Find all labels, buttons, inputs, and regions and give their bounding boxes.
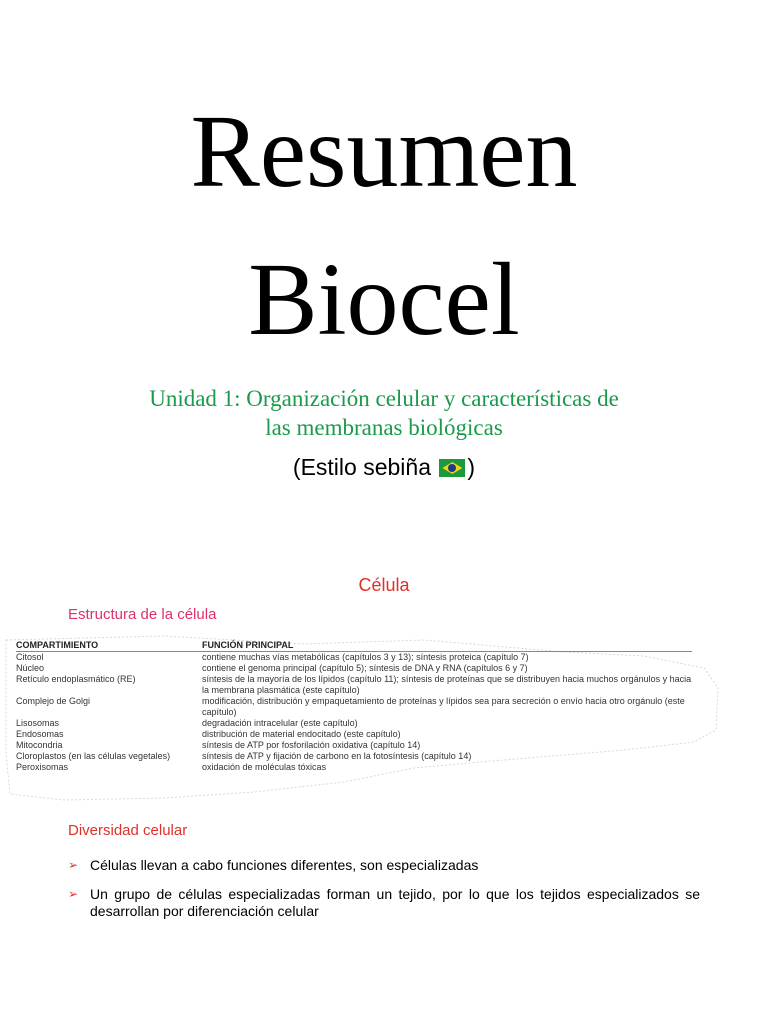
table-row — [16, 729, 692, 740]
table-cell: contiene el genoma principal (capítulo 5); síntesis de DNA y RNA (capítulos 6 y 7) — [202, 663, 528, 673]
table-row — [16, 740, 692, 751]
unit-subtitle-line-1: Unidad 1: Organización celular y características de — [149, 386, 619, 411]
arrow-bullet-icon: ➢ — [68, 887, 79, 901]
compartments-table-image — [4, 634, 720, 806]
table-cell: degradación intracelular (este capítulo) — [202, 718, 358, 728]
document-title-line-2: Biocel — [248, 242, 520, 357]
unit-subtitle — [60, 384, 708, 442]
table-cell: síntesis de ATP por fosforilación oxidativa (capítulo 14) — [202, 740, 421, 750]
table-cell: modificación, distribución y empaquetamiento de proteínas y lípidos sea para secreción o envío hacia otro orgánulo (este capítulo) — [202, 696, 685, 717]
table-cell: contiene muchas vías metabólicas (capítulos 3 y 13); síntesis proteica (capítulo 7) — [202, 652, 529, 662]
list-item-text: Un grupo de células especializadas forman un tejido, por lo que los tejidos especializados se desarrollan por diferenciación celular — [90, 886, 700, 919]
arrow-bullet-icon: ➢ — [68, 858, 79, 872]
list-item — [68, 857, 700, 874]
table-row — [16, 663, 692, 674]
table-cell: Cloroplastos (en las células vegetales) — [16, 751, 171, 761]
table-row — [16, 718, 692, 729]
table-cell: síntesis de ATP y fijación de carbono en la fotosíntesis (capítulo 14) — [202, 751, 472, 761]
table-cell: Peroxisomas — [16, 762, 69, 772]
table-cell: Complejo de Golgi — [16, 696, 91, 706]
table-cell: oxidación de moléculas tóxicas — [202, 762, 327, 772]
style-note-open: (Estilo sebiña — [292, 454, 438, 480]
style-note — [0, 454, 768, 481]
document-title-line-1: Resumen — [190, 94, 578, 209]
style-note-close: ) — [467, 454, 476, 480]
table-cell: Lisosomas — [16, 718, 60, 728]
table-cell: Núcleo — [16, 663, 45, 673]
brazil-flag-icon — [439, 459, 465, 477]
table-row — [16, 674, 692, 696]
table-row — [16, 762, 692, 773]
section-title-celula: Célula — [358, 575, 410, 595]
table-cell: Mitocondria — [16, 740, 63, 750]
compartments-table — [16, 640, 692, 773]
table-cell: distribución de material endocitado (este capítulo) — [202, 729, 401, 739]
table-cell: Endosomas — [16, 729, 64, 739]
list-item-text: Células llevan a cabo funciones diferentes, son especializadas — [90, 857, 479, 873]
table-row — [16, 652, 692, 664]
table-header-compartment: COMPARTIMIENTO — [16, 640, 202, 652]
table-row — [16, 696, 692, 718]
section-title-diversidad: Diversidad celular — [68, 822, 188, 839]
list-item — [68, 886, 700, 920]
table-header-function: FUNCIÓN PRINCIPAL — [202, 640, 692, 652]
subsection-title-estructura: Estructura de la célula — [68, 606, 217, 623]
unit-subtitle-line-2: las membranas biológicas — [265, 415, 503, 440]
table-cell: Citosol — [16, 652, 44, 662]
table-cell: Retículo endoplasmático (RE) — [16, 674, 136, 684]
table-cell: síntesis de la mayoría de los lípidos (capítulo 11); síntesis de proteínas que se distribuyen hacia muchos orgánulos y hacia la membrana plasmática (este capítulo) — [202, 674, 692, 695]
table-row — [16, 751, 692, 762]
